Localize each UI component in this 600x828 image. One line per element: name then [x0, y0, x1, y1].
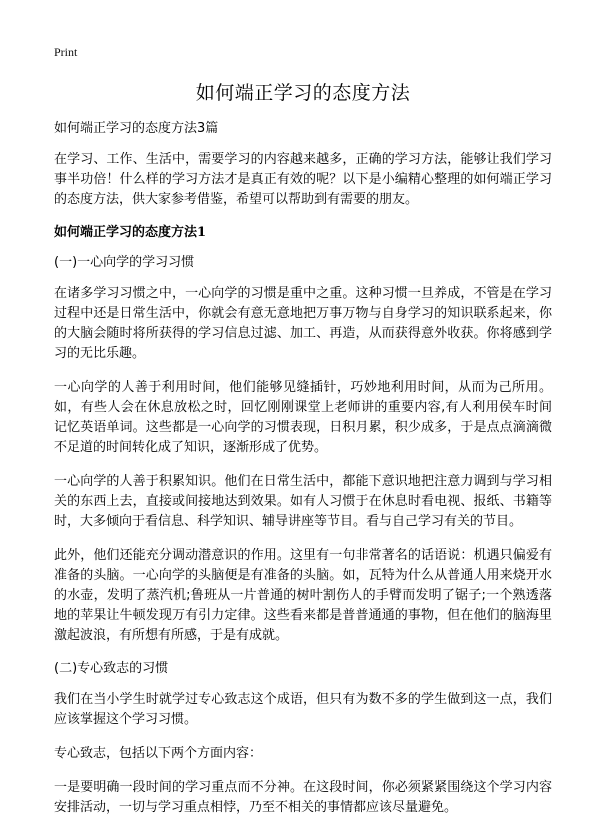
- sub-heading-1: (一)一心向学的学习习惯: [54, 255, 195, 270]
- sub-heading-2: (二)专心致志的习惯: [54, 661, 169, 676]
- body-paragraph-1: 在诸多学习习惯之中，一心向学的习惯是重中之重。这种习惯一旦养成，不管是在学习过程中还是日常生活中，你就会有意无意地把万事万物与自身学习的知识联系起来，你的大脑会随时将所获得的学习信息过滤、加工、再造，从而获得意外收获。你将感到学习的无比乐趣。: [54, 286, 552, 361]
- body-paragraph-7: 一是要明确一段时间的学习重点而不分神。在这段时间，你必须紧紧围绕这个学习内容安排活动，一切与学习重点相悖，乃至不相关的事情都应该尽量避免。: [54, 780, 552, 815]
- body-paragraph-4: 此外，他们还能充分调动潜意识的作用。这里有一句非常著名的话语说：机遇只偏爱有准备的头脑。一心向学的头脑便是有准备的头脑。如，瓦特为什么从普通人用来烧开水的水壶，发明了蒸汽机;鲁班从一片普通的树叶割伤人的手臂而发明了锯子;一个熟透落地的苹果让牛顿发现万有引力定律。这些看来都是普普通通的事物，但在他们的脑海里激起波浪，有所想有所感，于是有成就。: [54, 548, 552, 643]
- body-paragraph-6: 专心致志，包括以下两个方面内容：: [54, 746, 263, 761]
- body-paragraph-3: 一心向学的人善于积累知识。他们在日常生活中，都能下意识地把注意力调到与学习相关的东西上去，直接或间接地达到效果。如有人习惯于在休息时看电视、报纸、书籍等时，大多倾向于看信息、科学知识、辅导讲座等节目。看与自己学习有关的节目。: [54, 474, 552, 529]
- page-title: 如何端正学习的态度方法: [195, 82, 411, 104]
- section-heading-1: 如何端正学习的态度方法1: [54, 225, 207, 240]
- intro-paragraph: 在学习、工作、生活中，需要学习的内容越来越多，正确的学习方法，能够让我们学习事半功倍！什么样的学习方法才是真正有效的呢？以下是小编精心整理的如何端正学习的态度方法，供大家参考借鉴，希望可以帮助到有需要的朋友。: [54, 152, 552, 207]
- document-subtitle: 如何端正学习的态度方法3篇: [54, 121, 219, 136]
- print-label[interactable]: Print: [54, 45, 78, 59]
- body-paragraph-2: 一心向学的人善于利用时间，他们能够见缝插针，巧妙地利用时间，从而为己所用。如，有些人会在休息放松之时，回忆刚刚课堂上老师讲的重要内容,有人利用侯车时间记忆英语单词。这些都是一心向学的习惯表现，日积月累，积少成多，于是点点滴滴微不足道的时间转化成了知识，逐渐形成了优势。: [54, 380, 552, 455]
- body-paragraph-5: 我们在当小学生时就学过专心致志这个成语，但只有为数不多的学生做到这一点，我们应该掌握这个学习习惯。: [54, 692, 552, 727]
